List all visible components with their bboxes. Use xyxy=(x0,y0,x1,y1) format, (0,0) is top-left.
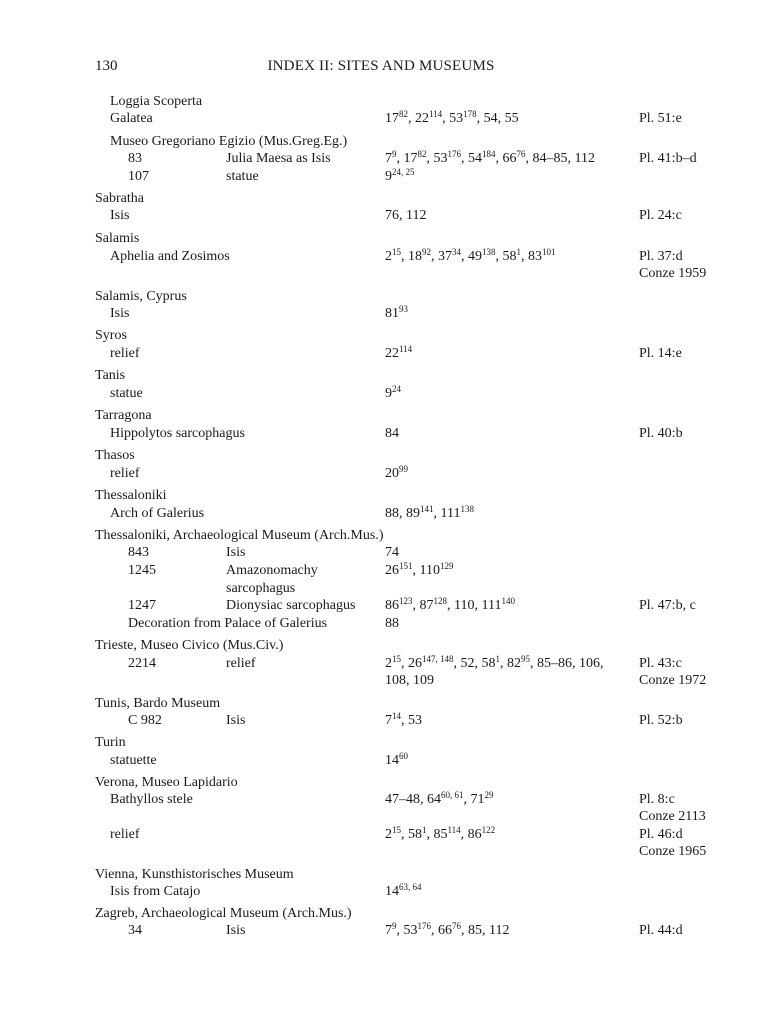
page-references: $22^{114}$ xyxy=(385,344,413,361)
page-references: 76, 112 xyxy=(385,208,427,223)
footnote-ref: 147, 148 xyxy=(422,654,454,664)
site-heading: Zagreb, Archaeological Museum (Arch.Mus.) xyxy=(95,906,352,921)
page-references: $2^{15}$, $58^1$, $85^{114}$, $86^{122}$ xyxy=(385,825,496,842)
site-heading: Turin xyxy=(95,735,126,750)
page-references: $14^{60}$ xyxy=(385,751,408,768)
footnote-ref: 114 xyxy=(447,825,461,835)
page-references: $7^9$, $53^{176}$, $66^{76}$, 85, 112 xyxy=(385,921,510,938)
object-title: Hippolytos sarcophagus xyxy=(110,426,245,441)
inventory-number: 1247 xyxy=(128,598,156,613)
inventory-number: C 982 xyxy=(128,713,162,728)
plate-reference: Conze 1965 xyxy=(639,844,707,859)
footnote-ref: 24, 25 xyxy=(392,167,415,177)
site-heading: Salamis xyxy=(95,231,140,246)
plate-reference: Pl. 47:b, c xyxy=(639,598,696,613)
site-heading: Sabratha xyxy=(95,191,144,206)
site-heading: Thessaloniki, Archaeological Museum (Arch.Mus.) xyxy=(95,528,384,543)
inventory-number: 107 xyxy=(128,169,149,184)
inventory-number: Decoration from Palace of Galerius xyxy=(128,616,328,631)
page-references: 88 xyxy=(385,616,399,631)
footnote-ref: 82 xyxy=(417,149,427,159)
page-references: $9^{24}$ xyxy=(385,384,401,401)
footnote-ref: 14 xyxy=(392,711,401,721)
footnote-ref: 63, 64 xyxy=(399,882,422,892)
site-heading: Thasos xyxy=(95,448,135,463)
plate-reference: Conze 2113 xyxy=(639,809,706,824)
object-title: relief xyxy=(110,827,140,842)
object-title: relief xyxy=(110,466,140,481)
plate-reference: Pl. 24:c xyxy=(639,208,682,223)
page-references: $20^{99}$ xyxy=(385,464,408,481)
plate-reference: Conze 1972 xyxy=(639,673,707,688)
inventory-number: 34 xyxy=(128,923,142,938)
page-references: $86^{123}$, $87^{128}$, 110, $111^{140}$ xyxy=(385,596,515,613)
page-number: 130 xyxy=(95,58,118,74)
footnote-ref: 128 xyxy=(433,596,447,606)
site-heading: Tanis xyxy=(95,368,126,383)
footnote-ref: 1 xyxy=(516,247,521,257)
footnote-ref: 60 xyxy=(399,751,408,761)
object-name: statue xyxy=(226,169,259,184)
object-title: Isis from Catajo xyxy=(110,884,201,899)
plate-reference: Pl. 43:c xyxy=(639,656,682,671)
object-title: Isis xyxy=(110,208,130,223)
page-references: 14$^{63, 64}$ xyxy=(385,882,422,899)
page-references: 84 xyxy=(385,426,399,441)
inventory-number: 1245 xyxy=(128,563,156,578)
object-title: statue xyxy=(110,386,143,401)
footnote-ref: 82 xyxy=(399,109,408,119)
footnote-ref: 176 xyxy=(417,921,431,931)
page-references: $81^{93}$ xyxy=(385,304,408,321)
page-references: $26^{151}$, $110^{129}$ xyxy=(385,561,454,578)
footnote-ref: 178 xyxy=(463,109,477,119)
footnote-ref: 140 xyxy=(501,596,515,606)
object-title: Arch of Galerius xyxy=(110,506,205,521)
page-references: 88, $89^{141}$, $111^{138}$ xyxy=(385,504,474,521)
object-title: Bathyllos stele xyxy=(110,792,193,807)
plate-reference: Pl. 8:c xyxy=(639,792,675,807)
footnote-ref: 176 xyxy=(447,149,461,159)
footnote-ref: 76 xyxy=(516,149,526,159)
footnote-ref: 138 xyxy=(482,247,496,257)
footnote-ref: 99 xyxy=(399,464,408,474)
footnote-ref: 123 xyxy=(399,596,413,606)
plate-reference: Pl. 52:b xyxy=(639,713,683,728)
footnote-ref: 114 xyxy=(429,109,443,119)
object-name: Julia Maesa as Isis xyxy=(226,151,331,166)
footnote-ref: 141 xyxy=(420,504,434,514)
footnote-ref: 34 xyxy=(452,247,461,257)
footnote-ref: 76 xyxy=(452,921,461,931)
footnote-ref: 1 xyxy=(422,825,427,835)
object-name: Isis xyxy=(226,713,246,728)
site-heading: Thessaloniki xyxy=(95,488,167,503)
site-heading: Vienna, Kunsthistorisches Museum xyxy=(95,867,294,882)
page-references: 9$^{24, 25}$ xyxy=(385,167,415,184)
footnote-ref: 15 xyxy=(392,654,401,664)
site-heading: Verona, Museo Lapidario xyxy=(95,775,238,790)
footnote-ref: 129 xyxy=(439,561,454,571)
object-title: Aphelia and Zosimos xyxy=(110,249,230,264)
footnote-ref: 92 xyxy=(422,247,431,257)
plate-reference: Conze 1959 xyxy=(639,266,707,281)
plate-reference: Pl. 41:b–d xyxy=(639,151,697,166)
site-heading: Salamis, Cyprus xyxy=(95,289,187,304)
footnote-ref: 9 xyxy=(392,921,397,931)
plate-reference: Pl. 46:d xyxy=(639,827,683,842)
footnote-ref: 101 xyxy=(542,247,556,257)
footnote-ref: 24 xyxy=(392,384,401,394)
inventory-number: 83 xyxy=(128,151,142,166)
page-references: $7^9$, $17^{82}$, $53^{176}$, $54^{184}$, $66^{76}$, 84–85, 112 xyxy=(385,149,595,166)
footnote-ref: 114 xyxy=(399,344,413,354)
footnote-ref: 15 xyxy=(392,247,401,257)
object-name: Dionysiac sarcophagus xyxy=(226,598,356,613)
footnote-ref: 93 xyxy=(399,304,408,314)
footnote-ref: 151 xyxy=(399,561,413,571)
footnote-ref: 29 xyxy=(484,790,494,800)
plate-reference: Pl. 44:d xyxy=(639,923,683,938)
footnote-ref: 1 xyxy=(495,654,500,664)
inventory-number: 843 xyxy=(128,545,149,560)
object-title: statuette xyxy=(110,753,157,768)
running-head: INDEX II: SITES AND MUSEUMS xyxy=(267,58,495,74)
plate-reference: Pl. 51:e xyxy=(639,111,682,126)
object-title: Galatea xyxy=(110,111,153,126)
page-references: $2^{15}$, 26$^{147, 148}$, 52, $58^1$, $82^{95}$, 85–86, 106, xyxy=(385,654,604,671)
page-references: 74 xyxy=(385,545,399,560)
site-heading: Syros xyxy=(95,328,127,343)
plate-reference: Pl. 40:b xyxy=(639,426,683,441)
page-references: 47–48, 64$^{60, 61}$, $71^{29}$ xyxy=(385,790,494,807)
site-heading: Tarragona xyxy=(95,408,152,423)
footnote-ref: 15 xyxy=(392,825,401,835)
footnote-ref: 184 xyxy=(482,149,496,159)
page-references: 108, 109 xyxy=(385,673,434,688)
object-title: Isis xyxy=(110,306,130,321)
object-title: Museo Gregoriano Egizio (Mus.Greg.Eg.) xyxy=(110,134,348,149)
page-references: $7^{14}$, 53 xyxy=(385,711,422,728)
inventory-number: 2214 xyxy=(128,656,156,671)
plate-reference: Pl. 37:d xyxy=(639,249,683,264)
object-title: relief xyxy=(110,346,140,361)
plate-reference: Pl. 14:e xyxy=(639,346,682,361)
object-name: sarcophagus xyxy=(226,581,296,596)
site-heading: Tunis, Bardo Museum xyxy=(95,696,221,711)
footnote-ref: 95 xyxy=(521,654,530,664)
page-references: $17^{82}$, $22^{114}$, $53^{178}$, 54, 55 xyxy=(385,109,519,126)
object-name: relief xyxy=(226,656,256,671)
object-name: Isis xyxy=(226,545,246,560)
object-name: Amazonomachy xyxy=(226,563,318,578)
object-title: Loggia Scoperta xyxy=(110,94,203,109)
footnote-ref: 138 xyxy=(460,504,474,514)
site-heading: Trieste, Museo Civico (Mus.Civ.) xyxy=(95,638,284,653)
footnote-ref: 9 xyxy=(392,149,397,159)
footnote-ref: 122 xyxy=(481,825,496,835)
page-references: $2^{15}$, $18^{92}$, $37^{34}$, $49^{138}$, $58^1$, $83^{101}$ xyxy=(385,247,556,264)
object-name: Isis xyxy=(226,923,246,938)
footnote-ref: 60, 61 xyxy=(441,790,464,800)
